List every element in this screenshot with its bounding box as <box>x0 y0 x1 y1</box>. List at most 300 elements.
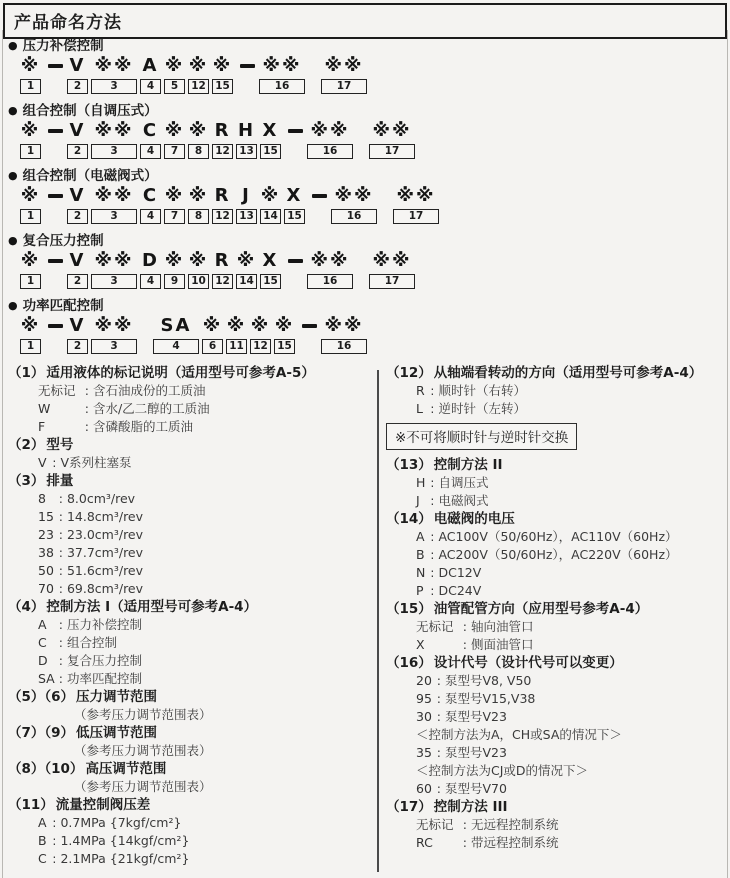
code-symbol: ※ <box>250 315 271 336</box>
note-title: 电磁阀的电压 <box>433 511 515 527</box>
note-subline: ＜控制方法为A，CH或SA的情况下＞ <box>416 727 622 742</box>
code-unit <box>140 55 161 94</box>
code-symbol: ※※ <box>94 120 134 141</box>
note-title: 型号 <box>46 437 74 453</box>
entry-colon: : <box>430 565 435 580</box>
code-symbol: A <box>142 55 159 76</box>
position-number-box: 17 <box>369 274 415 289</box>
entry-description: 泵型号V23 <box>444 745 507 760</box>
code-unit <box>67 250 88 289</box>
code-unit <box>307 120 353 159</box>
position-number-box: 4 <box>140 79 161 94</box>
position-number-box: 4 <box>140 144 161 159</box>
code-unit <box>20 55 41 94</box>
entry-code: N <box>416 565 426 580</box>
code-unit <box>140 120 161 159</box>
code-symbol: V <box>69 315 86 336</box>
entry-code: L <box>416 401 423 416</box>
note-number: （7）（9） <box>8 725 75 741</box>
dash-symbol <box>48 250 63 272</box>
entry-description: 压力补偿控制 <box>66 617 142 632</box>
code-unit <box>284 185 305 224</box>
note-entry <box>8 526 372 544</box>
entry-code: 30 <box>416 709 432 724</box>
note-number: （3） <box>8 473 45 489</box>
position-number-box: 2 <box>67 79 88 94</box>
code-unit <box>321 315 367 354</box>
entry-description: 1.4MPa {14kgf/cm²} <box>60 833 190 848</box>
position-number-box: 12 <box>212 209 233 224</box>
section-label: 功率匹配控制 <box>22 298 104 314</box>
note-entry <box>386 636 726 654</box>
note-entry <box>386 546 726 564</box>
code-symbol: ※※ <box>94 55 134 76</box>
note-title: 压力调节范围 <box>76 689 158 705</box>
note-item <box>8 598 372 688</box>
bullet-icon: ● <box>8 39 18 52</box>
code-unit <box>164 250 185 289</box>
note-number: （11） <box>8 797 54 813</box>
entry-description: 14.8cm³/rev <box>66 509 144 524</box>
position-number-box: 15 <box>260 274 281 289</box>
position-number-box: 4 <box>140 274 161 289</box>
dash-icon <box>288 259 303 263</box>
code-unit <box>236 185 257 224</box>
position-number-box: 7 <box>164 144 185 159</box>
entry-description: 泵型号V70 <box>444 781 507 796</box>
note-title: 控制方法 II <box>433 457 503 473</box>
model-code-row <box>20 55 730 94</box>
position-number-box: 10 <box>188 274 209 289</box>
entry-colon: : <box>430 383 435 398</box>
code-symbol: V <box>69 120 86 141</box>
entry-colon: : <box>58 509 63 524</box>
code-symbol: ※※ <box>396 185 436 206</box>
bullet-icon: ● <box>8 104 18 117</box>
entry-code: 23 <box>38 527 54 542</box>
position-number-box: 3 <box>91 79 137 94</box>
code-unit <box>212 185 233 224</box>
position-number-box: 3 <box>91 209 137 224</box>
entry-code: 35 <box>416 745 432 760</box>
note-entry <box>386 816 726 834</box>
note-entry <box>386 528 726 546</box>
code-unit <box>369 250 415 289</box>
dash-icon <box>288 129 303 133</box>
code-unit <box>67 55 88 94</box>
position-number-box: 1 <box>20 209 41 224</box>
note-number: （2） <box>8 437 45 453</box>
code-symbol: X <box>262 120 279 141</box>
code-symbol: ※ <box>212 55 233 76</box>
code-unit <box>369 120 415 159</box>
code-symbol: ※ <box>188 120 209 141</box>
note-number: （12） <box>386 365 432 381</box>
entry-colon: : <box>52 833 57 848</box>
entry-code: C <box>38 635 47 650</box>
note-item <box>8 760 372 796</box>
note-title: 高压调节范围 <box>85 761 167 777</box>
note-heading <box>386 600 726 618</box>
entry-description: 侧面油管口 <box>470 637 534 652</box>
warning-note-box: ※不可将顺时针与逆时针交换 <box>386 423 577 450</box>
position-number-box: 12 <box>250 339 271 354</box>
note-subline: （参考压力调节范围表） <box>74 779 212 794</box>
entry-code: H <box>416 475 426 490</box>
code-symbol: D <box>142 250 159 271</box>
code-symbol: ※※ <box>372 120 412 141</box>
position-number-box: 11 <box>226 339 247 354</box>
entry-description: 23.0cm³/rev <box>66 527 144 542</box>
code-symbol: ※※ <box>262 55 302 76</box>
code-unit <box>259 55 305 94</box>
dash-icon <box>302 324 317 328</box>
dash-icon <box>48 259 63 263</box>
entry-colon: : <box>58 491 63 506</box>
bullet-icon: ● <box>8 299 18 312</box>
note-subline: （参考压力调节范围表） <box>74 707 212 722</box>
entry-colon: : <box>58 617 63 632</box>
entry-code: P <box>416 583 424 598</box>
note-item <box>8 724 372 760</box>
note-title: 设计代号（设计代号可以变更） <box>433 655 623 671</box>
note-entry <box>8 418 372 436</box>
note-heading <box>386 654 726 672</box>
dash-symbol <box>48 55 63 77</box>
note-heading <box>8 436 372 454</box>
note-heading <box>386 798 726 816</box>
dash-icon <box>48 324 63 328</box>
code-unit <box>20 315 41 354</box>
entry-code: 70 <box>38 581 54 596</box>
entry-description: 含磷酸脂的工质油 <box>92 419 193 434</box>
code-unit <box>91 120 137 159</box>
note-number: （8）（10） <box>8 761 84 777</box>
code-unit <box>188 250 209 289</box>
code-symbol: ※※ <box>94 250 134 271</box>
section-label: 组合控制（自调压式） <box>22 103 158 119</box>
entry-code: 8 <box>38 491 46 506</box>
entry-colon: : <box>58 635 63 650</box>
code-unit <box>164 55 185 94</box>
code-section <box>0 102 730 159</box>
note-number: （17） <box>386 799 432 815</box>
position-number-box: 3 <box>91 144 137 159</box>
position-number-box: 2 <box>67 339 88 354</box>
entry-colon: : <box>58 527 63 542</box>
code-symbol: H <box>237 120 256 141</box>
code-unit <box>20 120 41 159</box>
code-symbol: ※※ <box>94 315 134 336</box>
entry-description: 无远程控制系统 <box>470 817 559 832</box>
code-unit <box>226 315 247 354</box>
code-symbol: ※ <box>164 250 185 271</box>
position-number-box: 7 <box>164 209 185 224</box>
position-number-box: 16 <box>307 274 353 289</box>
position-number-box: 12 <box>188 79 209 94</box>
code-symbol: ※ <box>260 185 281 206</box>
entry-code: V <box>38 455 47 470</box>
position-number-box: 15 <box>212 79 233 94</box>
entry-colon: : <box>58 545 63 560</box>
entry-code: 38 <box>38 545 54 560</box>
entry-colon: : <box>462 817 467 832</box>
entry-code: 无标记 <box>416 619 454 634</box>
dash-symbol <box>48 120 63 142</box>
note-entry <box>8 634 372 652</box>
section-label: 压力补偿控制 <box>22 38 104 54</box>
note-heading <box>8 364 372 382</box>
model-code-row <box>20 185 730 224</box>
dash-icon <box>48 194 63 198</box>
position-number-box: 1 <box>20 339 41 354</box>
entry-description: DC12V <box>438 565 482 580</box>
section-bullet-line <box>0 232 730 248</box>
position-number-box: 4 <box>140 209 161 224</box>
position-number-box: 16 <box>307 144 353 159</box>
entry-description: 逆时针（左转） <box>438 401 526 416</box>
note-entry <box>386 690 726 708</box>
entry-code: 无标记 <box>38 383 76 398</box>
code-unit <box>307 250 353 289</box>
entry-colon: : <box>436 709 441 724</box>
position-number-box: 15 <box>284 209 305 224</box>
position-number-box: 2 <box>67 144 88 159</box>
note-entry <box>8 580 372 598</box>
position-number-box: 16 <box>331 209 377 224</box>
note-item <box>8 472 372 598</box>
entry-code: 50 <box>38 563 54 578</box>
entry-description: 复合压力控制 <box>66 653 142 668</box>
note-title: 流量控制阀压差 <box>55 797 151 813</box>
entry-description: 含石油成份的工质油 <box>92 383 206 398</box>
position-number-box: 16 <box>259 79 305 94</box>
code-symbol: ※※ <box>372 250 412 271</box>
note-entry <box>386 582 726 600</box>
note-entry <box>386 474 726 492</box>
position-number-box: 14 <box>260 209 281 224</box>
entry-colon: : <box>52 815 57 830</box>
entry-colon: : <box>84 383 89 398</box>
note-entry <box>8 652 372 670</box>
code-unit <box>260 250 281 289</box>
code-unit <box>236 120 257 159</box>
position-number-box: 2 <box>67 209 88 224</box>
note-entry <box>386 744 726 762</box>
note-entry <box>8 490 372 508</box>
code-unit <box>67 315 88 354</box>
code-unit <box>250 315 271 354</box>
note-item <box>386 600 726 654</box>
entry-code: 60 <box>416 781 432 796</box>
code-unit <box>202 315 223 354</box>
code-unit <box>274 315 295 354</box>
code-section <box>0 167 730 224</box>
notes-column-left <box>8 364 372 868</box>
code-unit <box>188 55 209 94</box>
note-item <box>386 798 726 852</box>
code-unit <box>188 120 209 159</box>
code-unit <box>140 185 161 224</box>
entry-code: 20 <box>416 673 432 688</box>
code-unit <box>91 185 137 224</box>
note-item <box>386 654 726 798</box>
code-unit <box>331 185 377 224</box>
note-entry <box>8 670 372 688</box>
entry-colon: : <box>436 691 441 706</box>
code-symbol: ※ <box>188 55 209 76</box>
code-unit <box>153 315 199 354</box>
entry-code: A <box>38 617 47 632</box>
entry-colon: : <box>430 529 435 544</box>
code-unit <box>212 120 233 159</box>
note-entry <box>386 672 726 690</box>
position-number-box: 9 <box>164 274 185 289</box>
code-section <box>0 37 730 94</box>
note-heading <box>8 796 372 814</box>
entry-colon: : <box>462 835 467 850</box>
note-heading <box>8 598 372 616</box>
code-unit <box>91 315 137 354</box>
bullet-icon: ● <box>8 169 18 182</box>
dash-icon <box>240 64 255 68</box>
code-unit <box>212 250 233 289</box>
model-code-sections <box>0 37 730 362</box>
note-number: （4） <box>8 599 45 615</box>
entry-description: 带远程控制系统 <box>470 835 559 850</box>
code-symbol: ※ <box>202 315 223 336</box>
code-symbol: V <box>69 55 86 76</box>
code-symbol: ※ <box>188 185 209 206</box>
code-unit <box>91 55 137 94</box>
code-symbol: ※ <box>20 120 41 141</box>
code-unit <box>20 250 41 289</box>
note-entry <box>8 562 372 580</box>
entry-colon: : <box>58 671 63 686</box>
entry-colon: : <box>436 781 441 796</box>
note-number: （1） <box>8 365 45 381</box>
code-unit <box>321 55 367 94</box>
code-symbol: X <box>262 250 279 271</box>
code-symbol: C <box>142 185 159 206</box>
notes-column-right <box>386 364 726 852</box>
entry-colon: : <box>58 653 63 668</box>
dash-icon <box>48 64 63 68</box>
code-symbol: R <box>214 250 231 271</box>
entry-description: DC24V <box>438 583 482 598</box>
entry-code: SA <box>38 671 55 686</box>
note-entry <box>386 708 726 726</box>
entry-colon: : <box>52 851 57 866</box>
code-unit <box>260 120 281 159</box>
entry-colon: : <box>58 581 63 596</box>
note-title: 控制方法 I（适用型号可参考A-4） <box>46 599 258 615</box>
entry-code: D <box>38 653 48 668</box>
section-bullet-line <box>0 297 730 313</box>
code-unit <box>393 185 439 224</box>
entry-colon: : <box>462 637 467 652</box>
position-number-box: 8 <box>188 144 209 159</box>
note-heading <box>8 724 372 742</box>
note-item <box>386 456 726 510</box>
position-number-box: 3 <box>91 274 137 289</box>
entry-code: 95 <box>416 691 432 706</box>
entry-colon: : <box>430 547 435 562</box>
note-subline: （参考压力调节范围表） <box>74 743 212 758</box>
dash-symbol <box>240 55 255 77</box>
code-symbol: ※ <box>20 315 41 336</box>
position-number-box: 15 <box>260 144 281 159</box>
note-subline: ＜控制方法为CJ或D的情况下＞ <box>416 763 589 778</box>
note-title: 控制方法 III <box>433 799 508 815</box>
position-number-box: 5 <box>164 79 185 94</box>
note-entry <box>8 508 372 526</box>
code-symbol: V <box>69 185 86 206</box>
entry-description: 8.0cm³/rev <box>66 491 136 506</box>
code-unit <box>164 120 185 159</box>
note-number: （16） <box>386 655 432 671</box>
note-number: （14） <box>386 511 432 527</box>
note-title: 低压调节范围 <box>76 725 158 741</box>
entry-description: 含水/乙二醇的工质油 <box>92 401 210 416</box>
entry-description: 51.6cm³/rev <box>66 563 144 578</box>
entry-code: A <box>416 529 425 544</box>
note-entry <box>8 616 372 634</box>
entry-description: 电磁阀式 <box>438 493 489 508</box>
code-symbol: V <box>69 250 86 271</box>
section-bullet-line <box>0 102 730 118</box>
code-unit <box>67 185 88 224</box>
entry-colon: : <box>430 583 435 598</box>
code-unit <box>67 120 88 159</box>
code-unit <box>164 185 185 224</box>
code-symbol: ※ <box>20 185 41 206</box>
code-symbol: X <box>286 185 303 206</box>
position-number-box: 3 <box>91 339 137 354</box>
note-heading <box>386 510 726 528</box>
entry-colon: : <box>52 455 57 470</box>
note-number: （5）（6） <box>8 689 75 705</box>
note-title: 油管配管方向（应用型号参考A-4） <box>433 601 649 617</box>
bullet-icon: ● <box>8 234 18 247</box>
entry-description: V系列柱塞泵 <box>60 455 132 470</box>
position-number-box: 1 <box>20 144 41 159</box>
code-symbol: ※※ <box>324 55 364 76</box>
code-symbol: ※ <box>164 185 185 206</box>
note-entry <box>8 382 372 400</box>
position-number-box: 16 <box>321 339 367 354</box>
dash-symbol <box>288 250 303 272</box>
model-code-row <box>20 315 730 354</box>
note-entry <box>386 834 726 852</box>
entry-colon: : <box>430 493 435 508</box>
position-number-box: 12 <box>212 144 233 159</box>
entry-description: 37.7cm³/rev <box>66 545 144 560</box>
section-bullet-line <box>0 167 730 183</box>
entry-colon: : <box>436 673 441 688</box>
entry-code: B <box>416 547 425 562</box>
code-symbol: ※ <box>236 250 257 271</box>
position-number-box: 15 <box>274 339 295 354</box>
code-unit <box>260 185 281 224</box>
section-bullet-line <box>0 37 730 53</box>
position-number-box: 8 <box>188 209 209 224</box>
code-symbol: R <box>214 120 231 141</box>
entry-code: RC <box>416 835 433 850</box>
note-item <box>8 688 372 724</box>
position-number-box: 1 <box>20 274 41 289</box>
note-entry <box>386 780 726 798</box>
